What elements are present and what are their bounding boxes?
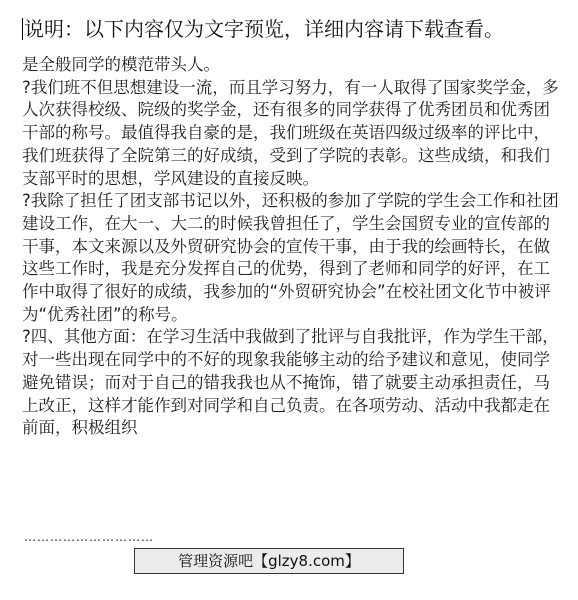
text-cursor bbox=[22, 18, 23, 40]
paragraph: 是全般同学的模范带头人。 bbox=[22, 55, 220, 74]
preview-notice-text: 说明：以下内容仅为文字预览，详细内容请下载查看。 bbox=[24, 17, 504, 41]
paragraph: ?我除了担任了团支部书记以外，还积极的参加了学院的学生会工作和社团建设工作，在大一、大二的时候我曾担任了，学生会国贸专业的宣传部的干事，本文来源以及外贸研究协会的宣传干事，由于我的绘画特长，在做这些工作时，我是充分发挥自己的优势，得到了老师和同学的好评，在工作中取得了很好的成绩，我参加的“外贸研究协会”在校社团文化节中被评为“优秀社团”的称号。 bbox=[22, 191, 559, 324]
document-body bbox=[22, 54, 562, 440]
truncation-ellipsis: ………………………… bbox=[24, 531, 154, 543]
paragraph: ?四、其他方面：在学习生活中我做到了批评与自我批评，作为学生干部，对一些出现在同学中的不好的现象我能够主动的给予建议和意见，使同学避免错误；而对于自己的错我我也从不掩饰，错了就要主动承担责任，马上改正，这样才能作到对同学和自己负责。在各项劳动、活动中我都走在前面，积极组织 bbox=[22, 327, 559, 438]
preview-notice bbox=[22, 14, 572, 44]
paragraph: ?我们班不但思想建设一流，而且学习努力，有一人取得了国家奖学金，多人次获得校级、院级的奖学金，还有很多的同学获得了优秀团员和优秀团干部的称号。最值得我自豪的是，我们班级在英语四级过级率的评比中，我们班获得了全院第三的好成绩，受到了学院的表彰。这些成绩，和我们支部平时的思想，学风建设的直接反映。 bbox=[22, 77, 559, 188]
source-link-button[interactable]: 管理资源吧【glzy8.com】 bbox=[134, 548, 404, 574]
